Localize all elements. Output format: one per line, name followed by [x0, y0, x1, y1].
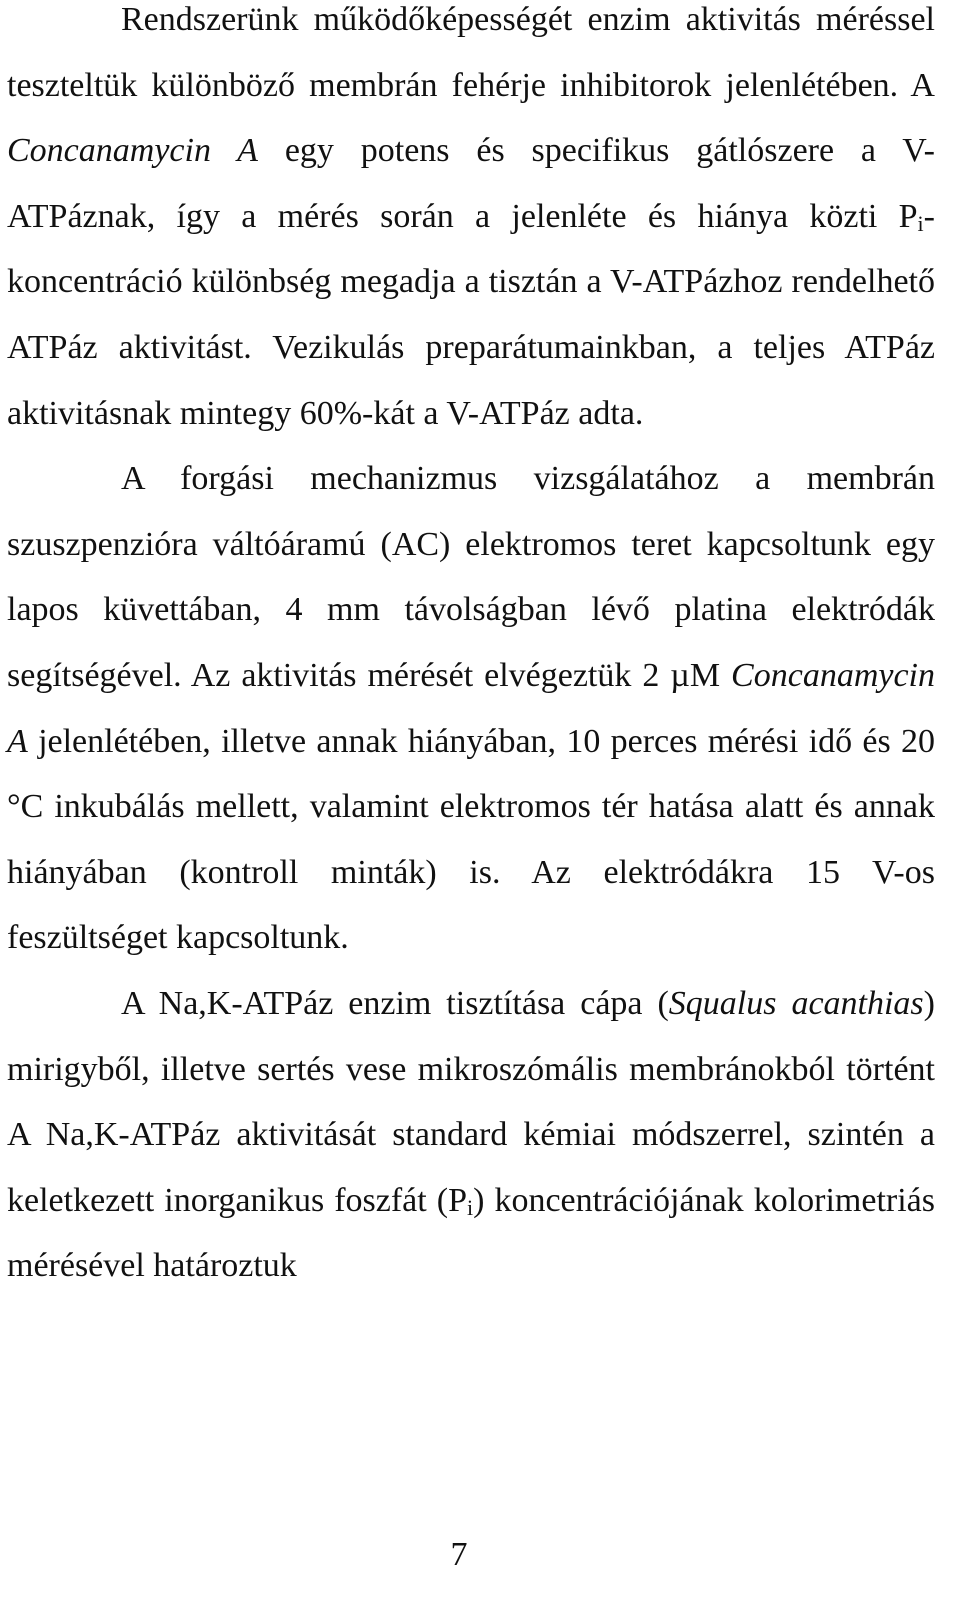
paragraph-text: -koncentráció különbség megadja a tisztán a V-ATPázhoz rendelhető ATPáz aktivitást. Vezikulás preparátumainkban, a teljes ATPáz aktivitásnak mintegy 60%-kát a V-ATPáz adta. [7, 197, 935, 432]
subscript-i: i [466, 1194, 474, 1220]
paragraph-na-k-atpase [7, 971, 935, 1299]
paragraph-text: egy potens és specifikus gátlószere a V-ATPáznak, így a mérés során a jelenléte és hiánya közti P [7, 132, 935, 235]
paragraph-rotation-mechanism [7, 446, 935, 971]
paragraph-text: A Na,K-ATPáz enzim tisztítása cápa ( [121, 984, 669, 1022]
paragraph-text: ) koncentrációjának kolorimetriás mérésével határoztuk [7, 1181, 935, 1285]
document-body [7, 0, 935, 1299]
paragraph-text: Rendszerünk működőképességét enzim aktivitás méréssel teszteltük különböző membrán fehérje inhibitorok jelenlétében. A [7, 1, 935, 104]
paragraph-text: jelenlétében, illetve annak hiányában, 10 perces mérési idő és 20 °C inkubálás mellett, valamint elektromos tér hatása alatt és annak hiányában (kontroll minták) is. Az elektródákra 15 V-os feszültséget kapcsoltunk. [7, 722, 935, 957]
italic-species-name: Squalus acanthias [668, 984, 924, 1022]
italic-compound-name: Concanamycin A [7, 132, 258, 170]
paragraph-text: A forgási mechanizmus vizsgálatához a membrán szuszpenzióra váltóáramú (AC) elektromos teret kapcsoltunk egy lapos küvettában, 4 mm távolságban lévő platina elektródák segítségével. Az aktivitás mérését elvégeztük 2 µM [7, 460, 935, 694]
paragraph-enzyme-activity [7, 0, 935, 446]
italic-compound-name: Concanamycin A [7, 656, 935, 760]
paragraph-text: ) mirigyből, illetve sertés vese mikroszómális membránokból történt A Na,K-ATPáz aktivitását standard kémiai módszerrel, szintén a keletkezett inorganikus foszfát (P [7, 984, 935, 1219]
page-number: 7 [450, 1536, 468, 1573]
subscript-i: i [917, 210, 924, 236]
